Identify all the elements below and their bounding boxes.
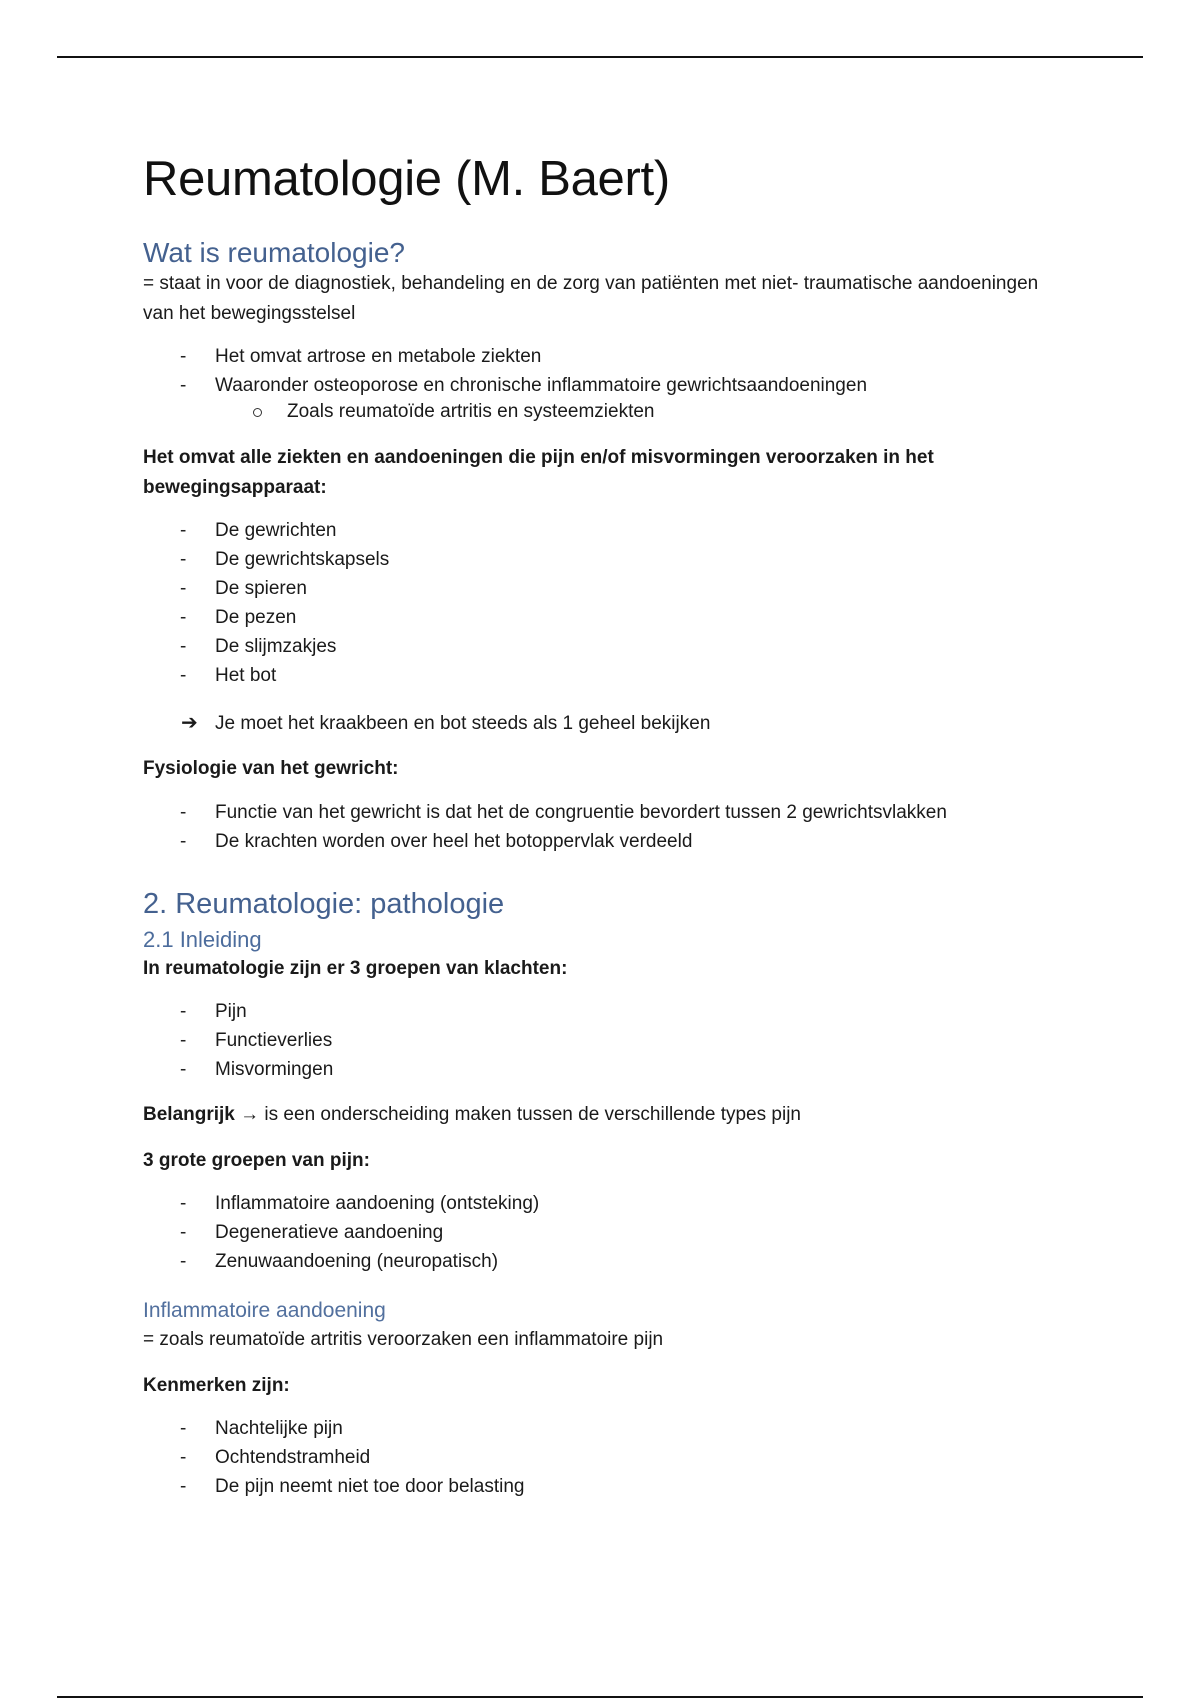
list-item: - De pezen (143, 603, 1053, 632)
definition-paragraph: = staat in voor de diagnostiek, behandeling en de zorg van patiënten met niet- traumatische aandoeningen van het bewegingsstelsel (143, 273, 1039, 324)
list-item: - Zenuwaandoening (neuropatisch) (143, 1247, 1053, 1276)
list-item: - Nachtelijke pijn (143, 1414, 1053, 1443)
list-fysiologie (143, 798, 1053, 856)
sublist-zoals (143, 398, 1053, 425)
arrow-right-icon: → (240, 1104, 260, 1125)
list-item: - De gewrichtskapsels (143, 545, 1053, 574)
heading-pathologie: 2. Reumatologie: pathologie (143, 887, 505, 920)
list-klachten (143, 997, 1053, 1084)
list-bewegingsapparaat (143, 516, 1053, 690)
list-item: - Functieverlies (143, 1026, 1053, 1055)
list-item: - De pijn neemt niet toe door belasting (143, 1472, 1053, 1501)
list-item: - Ochtendstramheid (143, 1443, 1053, 1472)
heading-inflammatoire-aandoening: Inflammatoire aandoening (143, 1299, 386, 1322)
inflammatoire-definition: = zoals reumatoïde artritis veroorzaken een inflammatoire pijn (143, 1329, 664, 1350)
document-page (143, 150, 1053, 1501)
label-fysiologie: Fysiologie van het gewricht: (143, 758, 399, 779)
label-groepen-klachten: In reumatologie zijn er 3 groepen van klachten: (143, 957, 568, 979)
sub-list-item (143, 398, 1053, 425)
label-kenmerken: Kenmerken zijn: (143, 1374, 290, 1396)
heading-wat-is-reumatologie: Wat is reumatologie? (143, 237, 405, 268)
list-item: - De krachten worden over heel het botoppervlak verdeeld (143, 827, 1053, 856)
circle-bullet-icon (253, 408, 262, 417)
list-item: - Het omvat artrose en metabole ziekten (143, 342, 1053, 371)
footer-rule (57, 1696, 1143, 1698)
heading-inleiding: 2.1 Inleiding (143, 926, 262, 952)
list-omvat (143, 342, 1053, 400)
list-kenmerken (143, 1414, 1053, 1501)
list-item: - Functie van het gewricht is dat het de congruentie bevordert tussen 2 gewrichtsvlakken (143, 798, 1053, 827)
belangrijk-label: Belangrijk (143, 1104, 235, 1125)
list-item: - Waaronder osteoporose en chronische inflammatoire gewrichtsaandoeningen (143, 371, 1053, 400)
arrow-note (143, 709, 1053, 738)
list-item: - Het bot (143, 661, 1053, 690)
list-item: - De gewrichten (143, 516, 1053, 545)
list-item: - Inflammatoire aandoening (ontsteking) (143, 1189, 1053, 1218)
arrow-right-icon: ➔ (181, 712, 198, 734)
list-item: - Degeneratieve aandoening (143, 1218, 1053, 1247)
sub-list-item-text: Zoals reumatoïde artritis en systeemziekten (287, 401, 655, 422)
document-title: Reumatologie (M. Baert) (143, 152, 670, 206)
list-item: - Pijn (143, 997, 1053, 1026)
list-item: - De slijmzakjes (143, 632, 1053, 661)
bold-paragraph-bewegingsapparaat: Het omvat alle ziekten en aandoeningen die pijn en/of misvormingen veroorzaken in het bewegingsapparaat: (143, 447, 934, 498)
list-pijn-groepen (143, 1189, 1053, 1276)
header-rule (57, 56, 1143, 58)
list-item: - De spieren (143, 574, 1053, 603)
belangrijk-paragraph (143, 1100, 1053, 1130)
belangrijk-text: is een onderscheiding maken tussen de verschillende types pijn (259, 1104, 801, 1125)
list-item: - Misvormingen (143, 1055, 1053, 1084)
label-groepen-pijn: 3 grote groepen van pijn: (143, 1149, 370, 1171)
arrow-note-text: Je moet het kraakbeen en bot steeds als 1 geheel bekijken (215, 713, 711, 734)
